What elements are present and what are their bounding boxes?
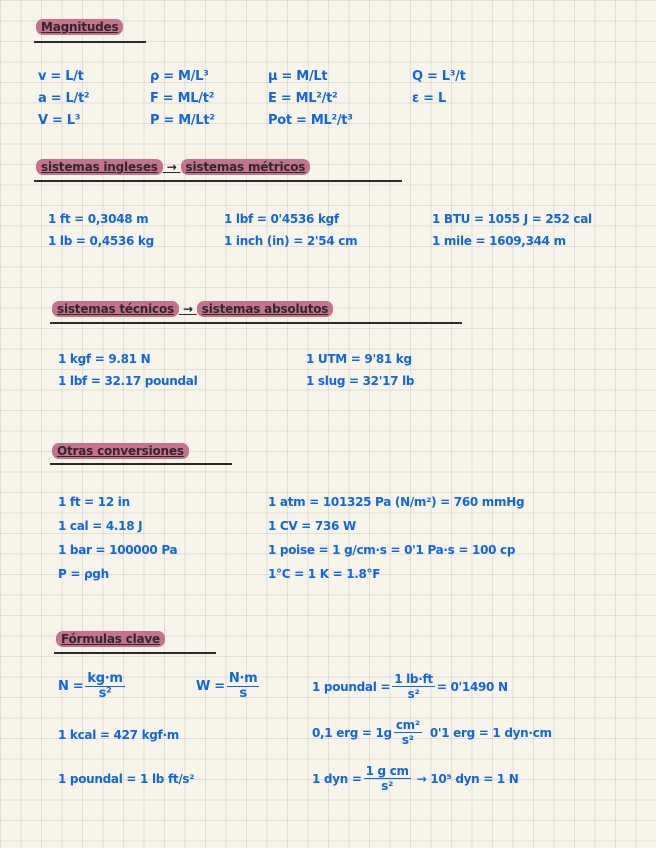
conv-ft-in: 1 ft = 12 in [58,495,130,509]
conv-mile: 1 mile = 1609,344 m [432,234,566,248]
magnitudes-col3 [268,66,353,132]
conv-lb-kg: 1 lb = 0,4536 kg [48,234,154,248]
formula-viscosity: μ = M/Lt [268,69,328,84]
formula-velocity: v = L/t [38,69,84,84]
magnitudes-col4 [412,66,466,110]
english-metric-col1 [48,208,154,252]
formula-force: F = ML/t² [150,91,215,106]
key-formulas-underline [54,652,216,654]
absolute-systems-label: sistemas absolutos [197,301,333,317]
magnitudes-col2 [150,66,215,132]
technical-absolute-underline [50,322,462,324]
fraction: $\frac{N\cdot m}{s}$ [228,671,258,701]
conv-inch-cm: 1 inch (in) = 2'54 cm [224,234,358,248]
conv-ft-m: 1 ft = 0,3048 m [48,212,149,226]
conv-bar-pa: 1 bar = 100000 Pa [58,543,178,557]
fraction: $\frac{\text{1 g cm}}{\text{s²}}$ [365,764,409,793]
english-metric-col3 [432,208,592,252]
technical-systems-label: sistemas técnicos [52,301,179,317]
conv-cal-j: 1 cal = 4.18 J [58,519,143,533]
metric-systems-label: sistemas métricos [181,159,311,175]
technical-absolute-col1 [58,348,197,392]
conv-utm-kg: 1 UTM = 9'81 kg [306,352,412,366]
english-metric-title [36,160,310,174]
magnitudes-underline [34,41,146,43]
formula-erg: 0,1 erg = 1g $\frac{\text{cm²}}{\text{s²}}$ 0'1 erg = 1 dyn·cm [312,718,552,747]
other-conversions-underline [50,463,232,465]
formula-strain: ε = L [412,91,446,106]
formula-pressure: P = M/Lt² [150,113,215,128]
conv-poise: 1 poise = 1 g/cm·s = 0'1 Pa·s = 100 cp [268,543,516,557]
english-systems-label: sistemas ingleses [36,159,163,175]
conv-lbf-poundal: 1 lbf = 32.17 poundal [58,374,198,388]
fraction: $\frac{1 lb\cdot ft}{\text{s²}}$ [394,672,433,701]
other-col2 [268,490,524,586]
conv-btu: 1 BTU = 1055 J = 252 cal [432,212,592,226]
formula-energy: E = ML²/t² [268,91,338,106]
technical-absolute-title [52,302,333,316]
conv-cv-w: 1 CV = 736 W [268,519,356,533]
conv-kgf-n: 1 kgf = 9.81 N [58,352,151,366]
formula-acceleration: a = L/t² [38,91,90,106]
conv-slug-lb: 1 slug = 32'17 lb [306,374,415,388]
formula-poundal: 1 poundal = $\frac{1 lb\cdot ft}{\text{s²}}$ = 0'1490 N [312,672,508,701]
fraction: $\frac{\text{cm²}}{\text{s²}}$ [395,718,420,747]
fraction: $\frac{kg\cdot m}{\text{s²}}$ [87,671,123,701]
english-metric-col2 [224,208,357,252]
english-metric-underline [34,180,402,182]
formula-power: Pot = ML²/t³ [268,113,353,128]
magnitudes-title: Magnitudes [36,20,123,34]
formula-flow: Q = L³/t [412,69,466,84]
other-conversions-title: Otras conversiones [52,444,189,458]
formula-watt: W = $\frac{N\cdot m}{s}$ [196,671,258,701]
technical-absolute-col2 [306,348,414,392]
other-col1 [58,490,177,586]
conv-celsius: 1°C = 1 K = 1.8°F [268,567,381,581]
key-formulas-title: Fórmulas clave [56,632,165,646]
formula-poundal-units: 1 poundal = 1 lb ft/s² [58,772,195,786]
formula-density: ρ = M/L³ [150,69,209,84]
formula-volume: V = L³ [38,113,81,128]
conv-lbf-kgf: 1 lbf = 0'4536 kgf [224,212,339,226]
arrow-icon: → [182,302,193,316]
conv-atm: 1 atm = 101325 Pa (N/m²) = 760 mmHg [268,495,525,509]
formula-hydrostatic: P = ρgh [58,567,109,581]
arrow-icon: → [166,160,177,174]
formula-dyn: 1 dyn = $\frac{\text{1 g cm}}{\text{s²}}$ → 10⁵ dyn = 1 N [312,764,519,793]
magnitudes-col1 [38,66,89,132]
formula-kcal: 1 kcal = 427 kgf·m [58,728,179,742]
formula-newton: N = $\frac{kg\cdot m}{\text{s²}}$ [58,671,123,701]
